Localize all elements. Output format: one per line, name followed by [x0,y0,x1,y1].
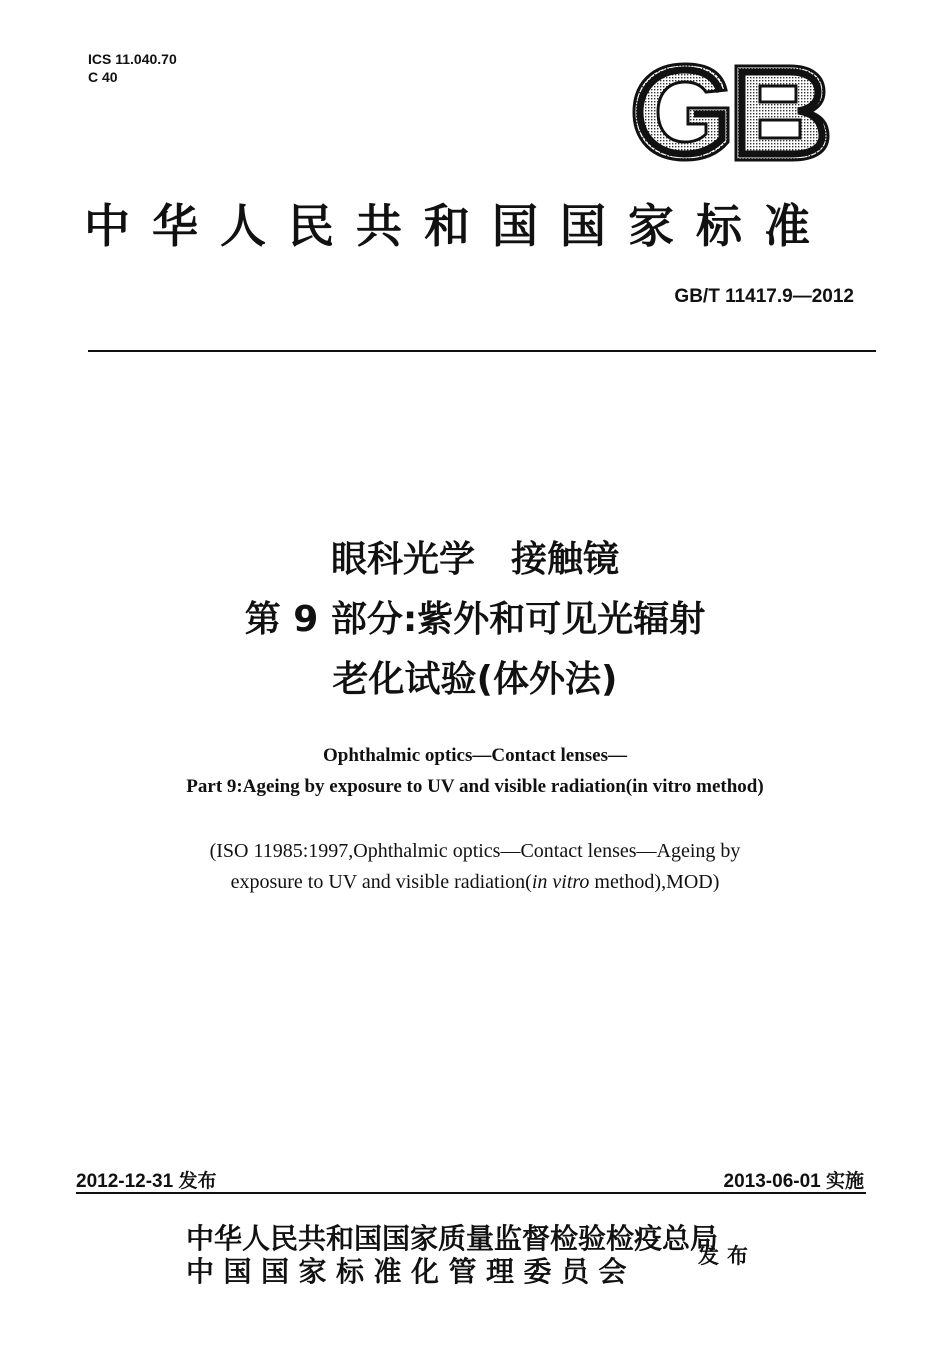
iso-reference-prefix: exposure to UV and visible radiation( [230,871,532,893]
iso-reference [0,836,950,898]
chinese-title-line-1: 眼科光学 接触镜 [330,539,619,580]
gb-logo [630,62,830,162]
ics-code: ICS 11.040.70 [88,51,177,67]
publish-label: 发布 [698,1244,756,1268]
standard-number: GB/T 11417.9—2012 [674,286,854,307]
iso-reference-suffix: method),MOD) [589,871,720,893]
implementation-date: 2013-06-01 实施 [723,1171,864,1192]
english-title [0,740,950,802]
issuer-sac: 中国国家标准化管理委员会 [186,1255,637,1288]
iso-reference-line-1: (ISO 11985:1997,Ophthalmic optics—Contact lenses—Ageing by [209,840,741,862]
gb-logo-graphic [630,62,830,162]
national-standard-heading: 中华人民共和国国家标准 [84,199,832,253]
bottom-divider [76,1192,866,1194]
english-title-line-1: Ophthalmic optics—Contact lenses— [323,745,627,766]
ccs-code: C 40 [88,69,118,85]
chinese-title-line-3: 老化试验(体外法) [332,659,618,700]
iso-reference-italic: in vitro [531,871,590,893]
iso-reference-line-2 [0,867,950,898]
english-title-line-2: Part 9:Ageing by exposure to UV and visible radiation(in vitro method) [186,776,764,797]
chinese-title-line-2: 第 9 部分:紫外和可见光辐射 [244,599,706,640]
issue-date: 2012-12-31 发布 [76,1171,217,1192]
issuing-organizations [186,1222,718,1288]
issuer-aqsiq: 中华人民共和国国家质量监督检验检疫总局 [186,1222,719,1255]
classification-codes [88,50,177,86]
top-divider [88,350,876,352]
chinese-title [0,530,950,710]
